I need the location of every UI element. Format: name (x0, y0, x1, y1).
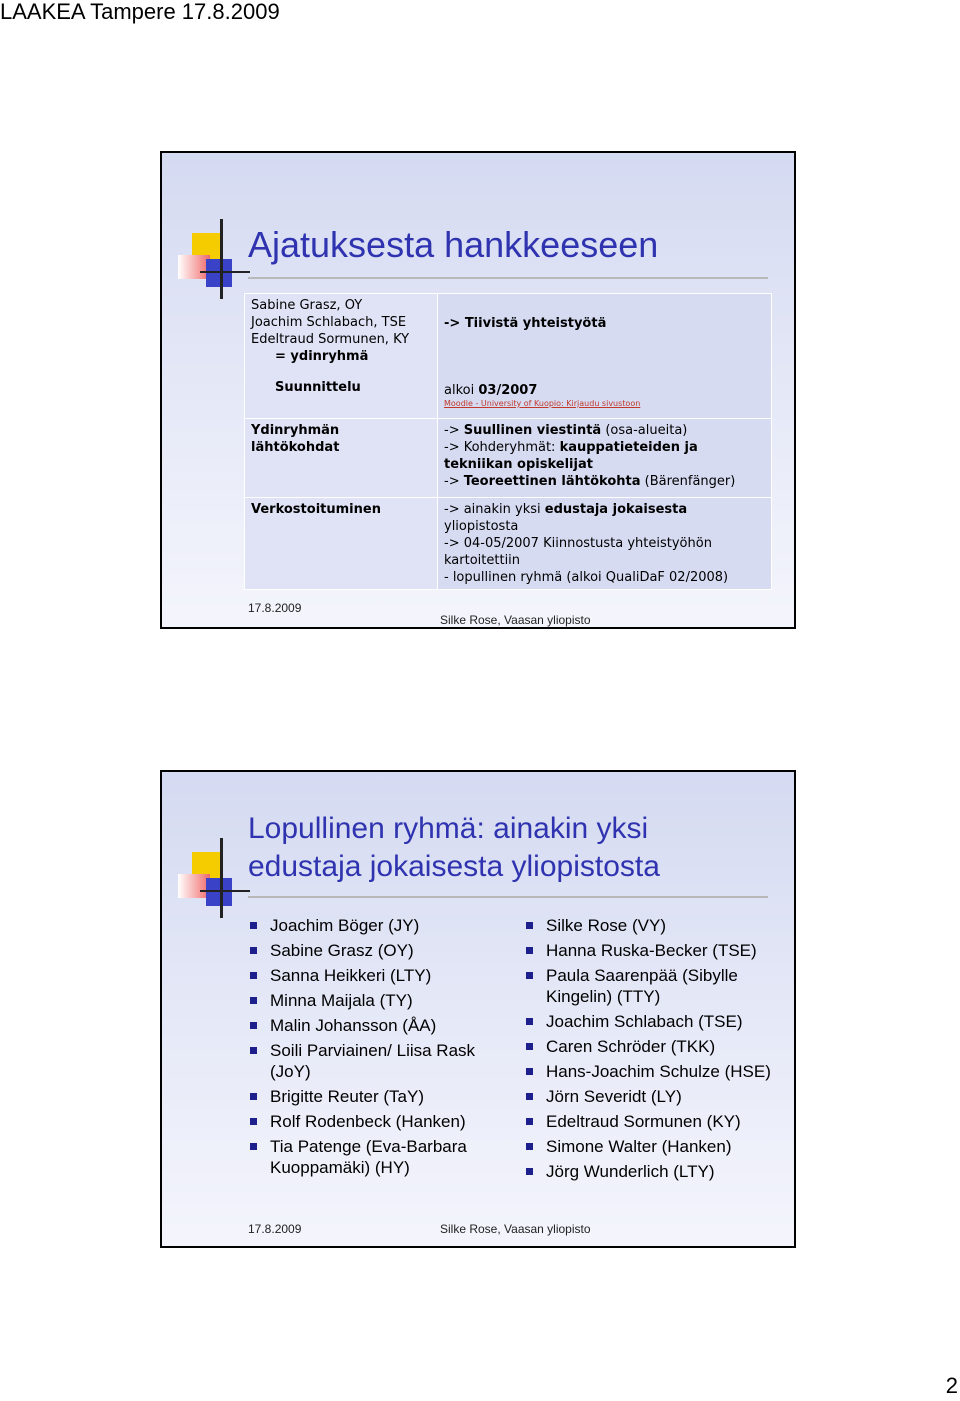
table-cell (438, 498, 772, 590)
text-line: -> 04-05/2007 Kiinnostusta yhteistyöhön kartoitettiin (444, 536, 712, 568)
list-item: Caren Schröder (TKK) (520, 1036, 790, 1057)
text-line: - lopullinen ryhmä (alkoi QualiDaF 02/2008) (444, 570, 729, 585)
start-label: alkoi (444, 383, 475, 398)
table-row (245, 498, 772, 590)
title-line: Lopullinen ryhmä: ainakin yksi (248, 812, 649, 845)
title-divider (248, 277, 768, 279)
list-item: Edeltraud Sormunen (KY) (520, 1111, 790, 1132)
plan-table (244, 293, 772, 590)
list-item: Paula Saarenpää (Sibylle Kingelin) (TTY) (520, 965, 790, 1007)
text-part: -> (444, 474, 464, 489)
list-item: Minna Maijala (TY) (244, 990, 494, 1011)
list-item: Soili Parviainen/ Liisa Rask (JoY) (244, 1040, 494, 1082)
member-list-left (244, 915, 494, 1182)
member-list-right (520, 915, 790, 1186)
phase-description: -> Tiivistä yhteistyötä (444, 316, 607, 331)
list-item: Joachim Schlabach (TSE) (520, 1011, 790, 1032)
row-label: Ydinryhmän lähtökohdat (245, 419, 438, 498)
list-item: Tia Patenge (Eva-Barbara Kuoppamäki) (HY) (244, 1136, 494, 1178)
slide-title (248, 810, 660, 886)
text-part: (Bärenfänger) (640, 474, 736, 489)
row-label: Verkostoituminen (245, 498, 438, 590)
table-cell (245, 294, 438, 419)
slide-2 (160, 770, 796, 1248)
slide-footer-author: Silke Rose, Vaasan yliopisto (440, 1222, 591, 1236)
list-item: Sabine Grasz (OY) (244, 940, 494, 961)
list-item: Silke Rose (VY) (520, 915, 790, 936)
slide-footer-date: 17.8.2009 (248, 601, 302, 615)
text-part: -> Kohderyhmät: (444, 440, 560, 455)
member-name: Joachim Schlabach, TSE (251, 315, 407, 330)
text-part: -> (444, 423, 464, 438)
list-item: Jörn Severidt (LY) (520, 1086, 790, 1107)
list-item: Sanna Heikkeri (LTY) (244, 965, 494, 986)
list-item: Jörg Wunderlich (LTY) (520, 1161, 790, 1182)
start-date: 03/2007 (478, 383, 538, 398)
moodle-link[interactable]: Moodle - University of Kuopio: Kirjaudu sivustoon (444, 399, 641, 408)
slide-title: Ajatuksesta hankkeeseen (248, 224, 659, 265)
slide-footer-date: 17.8.2009 (248, 1222, 302, 1236)
member-name: Sabine Grasz, OY (251, 298, 363, 313)
member-name: Edeltraud Sormunen, KY (251, 332, 410, 347)
list-item: Joachim Böger (JY) (244, 915, 494, 936)
text-part: (osa-alueita) (601, 423, 688, 438)
page-header: LAAKEA Tampere 17.8.2009 (0, 0, 280, 24)
table-cell (438, 294, 772, 419)
text-part: Suullinen viestintä (463, 423, 602, 438)
list-item: Rolf Rodenbeck (Hanken) (244, 1111, 494, 1132)
table-cell (438, 419, 772, 498)
group-label: = ydinryhmä (275, 349, 369, 364)
title-line: edustaja jokaisesta yliopistosta (248, 850, 660, 883)
text-part: kauppatieteiden ja tekniikan opiskelijat (444, 440, 698, 472)
text-part: Teoreettinen lähtökohta (463, 474, 641, 489)
list-item: Hanna Ruska-Becker (TSE) (520, 940, 790, 961)
title-divider (248, 896, 768, 898)
text-part: edustaja jokaisesta (544, 502, 688, 517)
slide-1 (160, 151, 796, 629)
list-item: Malin Johansson (ÅA) (244, 1015, 494, 1036)
phase-label: Suunnittelu (275, 380, 361, 395)
list-item: Simone Walter (Hanken) (520, 1136, 790, 1157)
slide-logo-icon (170, 838, 250, 918)
list-item: Brigitte Reuter (TaY) (244, 1086, 494, 1107)
slide-logo-icon (170, 219, 250, 299)
slide-footer-author: Silke Rose, Vaasan yliopisto (440, 613, 591, 627)
text-part: yliopistosta (444, 519, 519, 534)
page-number: 2 (945, 1373, 958, 1398)
table-row (245, 294, 772, 419)
text-part: -> ainakin yksi (444, 502, 545, 517)
list-item: Hans-Joachim Schulze (HSE) (520, 1061, 790, 1082)
table-row (245, 419, 772, 498)
